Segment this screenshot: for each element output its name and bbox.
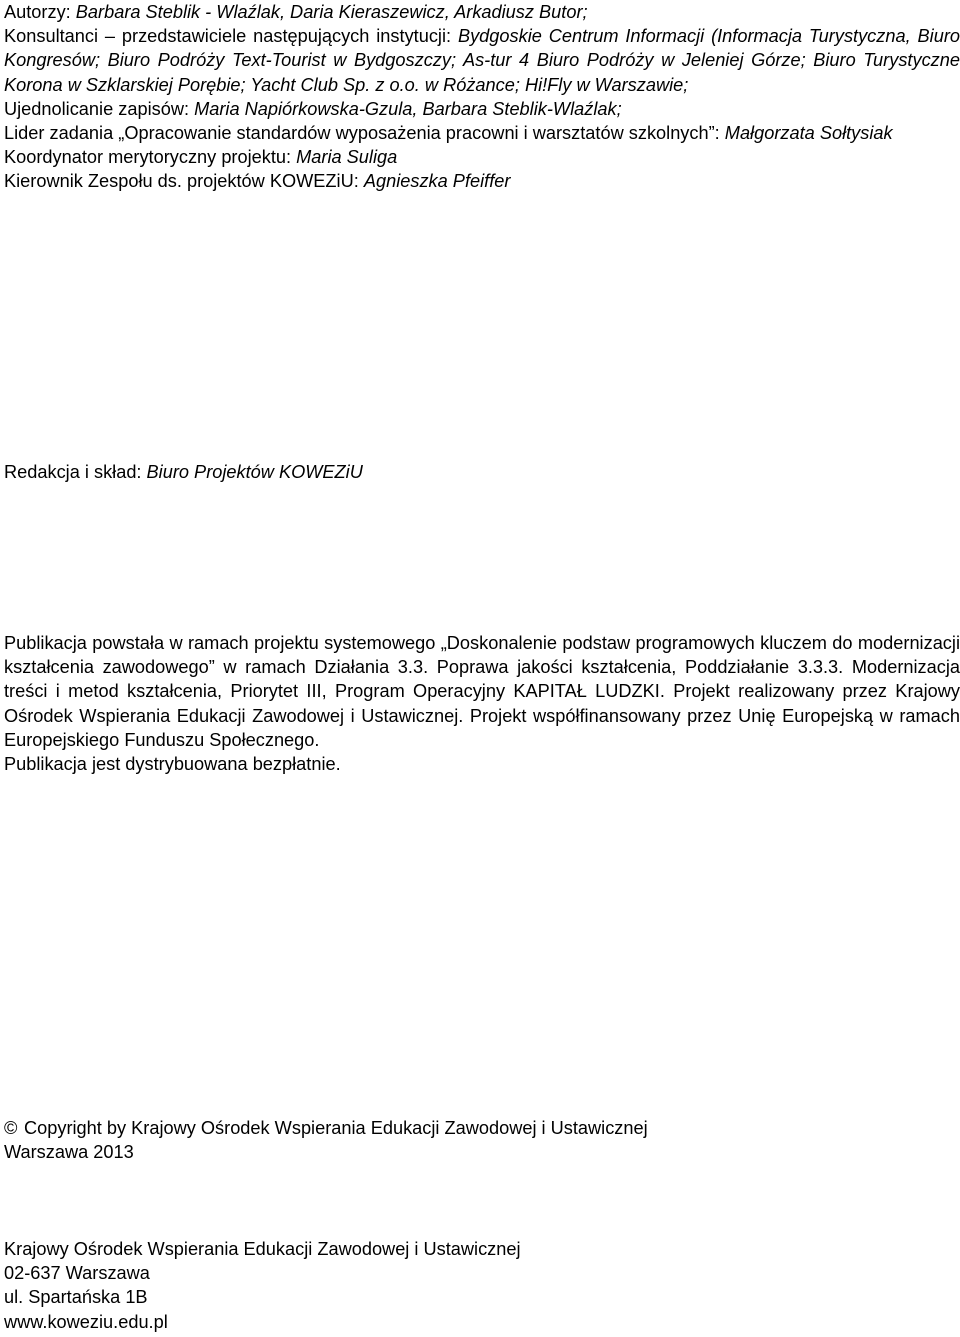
publication-section bbox=[4, 631, 960, 776]
address-website: www.koweziu.edu.pl bbox=[4, 1311, 168, 1332]
authors-label: Autorzy: bbox=[4, 2, 71, 22]
editorial-section bbox=[4, 460, 960, 484]
manager-line bbox=[4, 169, 960, 193]
unification-line bbox=[4, 97, 960, 121]
task-leader-value: Małgorzata Sołtysiak bbox=[724, 123, 893, 144]
credits-section bbox=[4, 0, 960, 194]
editorial-label: Redakcja i skład: bbox=[4, 462, 142, 482]
coordinator-value: Maria Suliga bbox=[296, 147, 398, 168]
authors-value: Barbara Steblik - Wlaźlak, Daria Kieraszewicz, Arkadiusz Butor; bbox=[75, 2, 588, 22]
editorial-value: Biuro Projektów KOWEZiU bbox=[146, 462, 363, 482]
address-street: ul. Spartańska 1B bbox=[4, 1287, 148, 1308]
address-organization: Krajowy Ośrodek Wspierania Edukacji Zawodowej i Ustawicznej bbox=[4, 1239, 521, 1259]
coordinator-label: Koordynator merytoryczny projektu: bbox=[4, 147, 292, 168]
address-postal: 02-637 Warszawa bbox=[4, 1263, 150, 1284]
copyright-icon: © bbox=[4, 1118, 18, 1138]
task-leader-label: Lider zadania „Opracowanie standardów wyposażenia pracowni i warsztatów szkolnych”: bbox=[4, 123, 720, 144]
authors-line bbox=[4, 0, 960, 24]
consultants-paragraph bbox=[4, 24, 960, 97]
manager-value: Agnieszka Pfeiffer bbox=[363, 171, 511, 192]
publication-paragraph: Publikacja powstała w ramach projektu systemowego „Doskonalenie podstaw programowych kluczem do modernizacji kształcenia zawodowego” w ramach Działania 3.3. Poprawa jakości kształcenia, Poddziałanie 3.3.3. Modernizacja treści i metod kształcenia, Priorytet III, Program Operacyjny KAPITAŁ LUDZKI. Projekt realizowany przez Krajowy Ośrodek Wspierania Edukacji Zawodowej i Ustawicznej. Projekt współfinansowany przez Unię Europejską w ramach Europejskiego Funduszu Społecznego. bbox=[4, 633, 960, 750]
coordinator-line bbox=[4, 145, 960, 169]
consultants-label: Konsultanci – przedstawiciele następujących instytucji: bbox=[4, 26, 452, 47]
copyright-line bbox=[4, 1116, 960, 1140]
copyright-place-year: Warszawa 2013 bbox=[4, 1142, 134, 1163]
address-section bbox=[4, 1237, 960, 1334]
editorial-line bbox=[4, 460, 960, 484]
unification-label: Ujednolicanie zapisów: bbox=[4, 98, 190, 119]
unification-value: Maria Napiórkowska-Gzula, Barbara Steblik-Wlaźlak; bbox=[194, 98, 622, 119]
copyright-text: Copyright by Krajowy Ośrodek Wspierania Edukacji Zawodowej i Ustawicznej bbox=[24, 1118, 648, 1138]
task-leader-line bbox=[4, 121, 960, 145]
copyright-section bbox=[4, 1116, 960, 1164]
consultants-value: Bydgoskie Centrum Informacji (Informacja Turystyczna, Biuro Kongresów; Biuro Podróży Text-Tourist w Bydgoszczy; As-tur 4 Biuro Podróży w Jeleniej Górze; Biuro Turystyczne Korona w Szklarskiej Porębie; Yacht Club Sp. z o.o. w Różance; Hi!Fly w Warszawie; bbox=[4, 26, 960, 95]
manager-label: Kierownik Zespołu ds. projektów KOWEZiU: bbox=[4, 171, 359, 192]
free-distribution-note: Publikacja jest dystrybuowana bezpłatnie. bbox=[4, 754, 341, 775]
